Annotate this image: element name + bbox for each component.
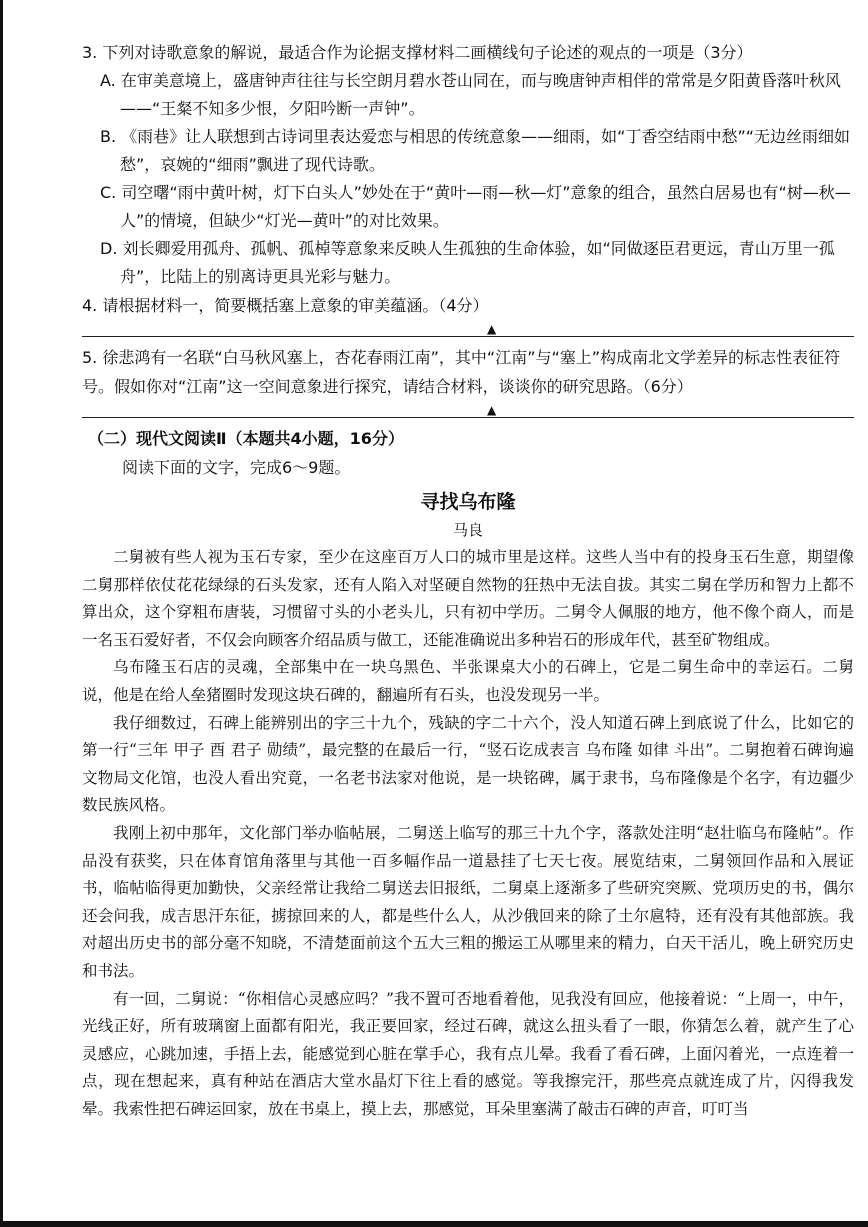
- article-paragraph: 我刚上初中那年，文化部门举办临帖展，二舅送上临写的那三十九个字，落款处注明“赵壮临乌布隆帖”。作品没有获奖，只在体育馆角落里与其他一百多幅作品一道悬挂了七天七夜。展览结束，二舅领回作品和入展证书，临帖临得更加勤快，父亲经常让我给二舅送去旧报纸，二舅桌上逐渐多了些研究突厥、党项历史的书，偶尔还会问我，成吉思汗东征，掳掠回来的人，都是些什么人，从沙俄回来的除了土尔扈特，还有没有其他部族。我对超出历史书的部分毫不知晓，不清楚面前这个五大三粗的搬运工从哪里来的精力，白天干活儿，晚上研究历史和书法。: [82, 823, 854, 980]
- question-5-stem: 5. 徐悲鸿有一名联“白马秋风塞上，杏花春雨江南”，其中“江南”与“塞上”构成南北文学差异的标志性表征符号。假如你对“江南”这一空间意象进行探究，请结合材料，谈谈你的研究思路。（6分）: [82, 348, 841, 396]
- article-paragraph: 有一回，二舅说：“你相信心灵感应吗？”我不置可否地看着他，见我没有回应，他接着说：“上周一，中午，光线正好，所有玻璃窗上面都有阳光，我正要回家，经过石碑，就这么扭头看了一眼，你猜怎么着，就产生了心灵感应，心跳加速，手捂上去，能感觉到心脏在掌手心，我有点儿晕。我看了看石碑，上面闪着光，一点连着一点，现在想起来，真有种站在酒店大堂水晶灯下往上看的感觉。等我擦完汗，那些亮点就连成了片，闪得我发晕。我索性把石碑运回家，放在书桌上，摸上去，那感觉，耳朵里塞满了敲击石碑的声音，叮叮当: [82, 989, 854, 1118]
- section-instruction: 阅读下面的文字，完成6～9题。: [122, 458, 351, 477]
- article-paragraph: 我仔细数过，石碑上能辨别出的字三十九个，残缺的字二十六个，没人知道石碑上到底说了什么，比如它的第一行“三年 甲子 酉 君子 勋绩”，最完整的在最后一行，“竖石讫成表言 乌布隆 如律 斗出”。二舅抱着石碑询遍文物局文化馆，也没人看出究竟，一名老书法家对他说，是一块铭碑，属于隶书，乌布隆像是个名字，有边疆少数民族风格。: [82, 713, 854, 815]
- article-author: 马良: [452, 521, 483, 539]
- question-4-stem: 4. 请根据材料一，简要概括塞上意象的审美蕴涵。（4分）: [82, 296, 489, 315]
- article-paragraph: 乌布隆玉石店的灵魂，全部集中在一块乌黑色、半张课桌大小的石碑上，它是二舅生命中的幸运石。二舅说，他是在给人垒猪圈时发现这块石碑的，翻遍所有石头，也没发现另一半。: [82, 658, 854, 704]
- answer-line-question-5: [82, 401, 854, 418]
- exam-page: [82, 38, 854, 1123]
- article-paragraph: 二舅被有些人视为玉石专家，至少在这座百万人口的城市里是这样。这些人当中有的投身玉石生意，期望像二舅那样依仗花花绿绿的石头发家，还有人陷入对坚硬自然物的狂热中无法自拔。其实二舅在学历和智力上都不算出众，这个穿粗布唐装，习惯留寸头的小老头儿，只有初中学历。二舅令人佩服的地方，他不像个商人，而是一名玉石爱好者，不仅会向顾客介绍品质与做工，还能准确说出多种岩石的形成年代，甚至矿物组成。: [82, 548, 854, 649]
- question-3-option-a: A. 在审美意境上，盛唐钟声往往与长空朗月碧水苍山同在，而与晚唐钟声相伴的常常是夕阳黄昏落叶秋风——“王粲不知多少恨，夕阳吟断一声钟”。: [100, 71, 841, 118]
- question-3-option-d: D. 刘长卿爱用孤舟、孤帆、孤棹等意象来反映人生孤独的生命体验，如“同做逐臣君更远，青山万里一孤舟”，比陆上的别离诗更具光彩与魅力。: [100, 239, 835, 286]
- answer-triangle-icon: ▲: [487, 403, 497, 417]
- page-left-border: [0, 0, 3, 1227]
- question-3-stem: 3. 下列对诗歌意象的解说，最适合作为论据支撑材料二画横线句子论述的观点的一项是（3分）: [82, 43, 753, 62]
- answer-line-question-4: [82, 320, 854, 337]
- section-heading: （二）现代文阅读Ⅱ（本题共4小题，16分）: [88, 429, 404, 448]
- page-bottom-border: [0, 1221, 868, 1227]
- question-3-option-c: C. 司空曙“雨中黄叶树，灯下白头人”妙处在于“黄叶—雨—秋—灯”意象的组合，虽然白居易也有“树—秋—人”的情境，但缺少“灯光—黄叶”的对比效果。: [100, 183, 851, 230]
- answer-triangle-icon: ▲: [487, 322, 497, 336]
- article-title: 寻找乌布隆: [420, 491, 516, 513]
- question-3-option-b: B. 《雨巷》让人联想到古诗词里表达爱恋与相思的传统意象——细雨，如“丁香空结雨中愁”“无边丝雨细如愁”，哀婉的“细雨”飘进了现代诗歌。: [100, 127, 851, 174]
